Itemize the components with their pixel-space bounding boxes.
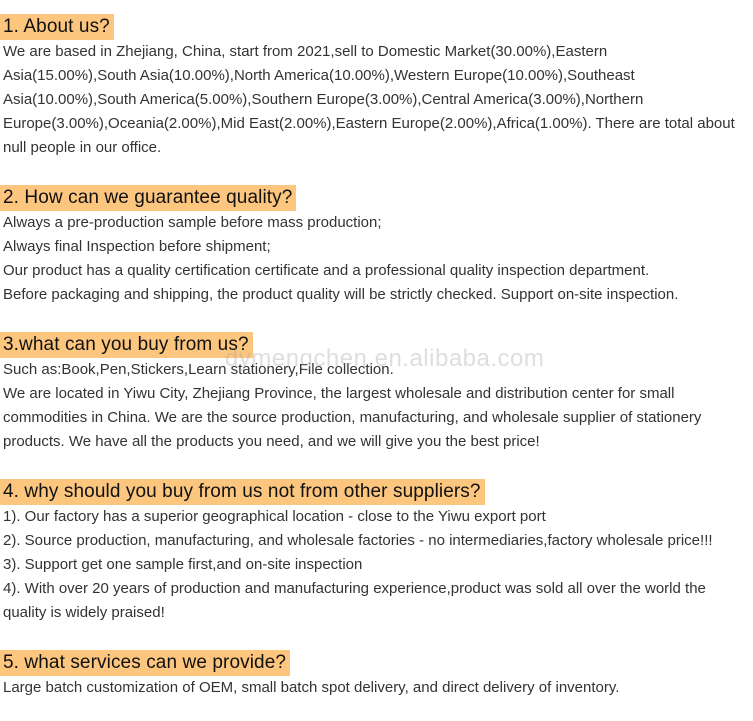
section-body (0, 40, 753, 160)
text-line: Such as:Book,Pen,Stickers,Learn stationery,File collection. (3, 361, 394, 378)
text-line: 1). Our factory has a superior geographical location - close to the Yiwu export port (3, 508, 546, 525)
section-about-us (0, 14, 753, 160)
text-line: null people in our office. (3, 139, 162, 156)
section-heading: 5. what services can we provide? (0, 650, 290, 676)
text-line: Europe(3.00%),Oceania(2.00%),Mid East(2.00%),Eastern Europe(2.00%),Africa(1.00%). There are total about (3, 115, 735, 132)
text-line: commodities in China. We are the source production, manufacturing, and wholesale supplier of stationery (3, 409, 702, 426)
section-what-to-buy (0, 332, 753, 454)
text-line: Before packaging and shipping, the product quality will be strictly checked. Support on-site inspection. (3, 286, 679, 303)
section-body (0, 505, 753, 625)
section-body (0, 211, 753, 307)
watermark: dymengchen.en.alibaba.com (225, 345, 545, 372)
section-body (0, 358, 753, 454)
text-line: Always a pre-production sample before mass production; (3, 214, 382, 231)
section-heading: 3.what can you buy from us? (0, 332, 253, 358)
section-why-buy-from-us (0, 479, 753, 625)
text-line: 2). Source production, manufacturing, and wholesale factories - no intermediaries,factory wholesale price!!! (3, 532, 713, 549)
text-line: Always final Inspection before shipment; (3, 238, 271, 255)
text-line: We are based in Zhejiang, China, start from 2021,sell to Domestic Market(30.00%),Eastern (3, 43, 608, 60)
text-line: 4). With over 20 years of production and manufacturing experience,product was sold all over the world the (3, 580, 706, 597)
text-line: products. We have all the products you need, and we will give you the best price! (3, 433, 540, 450)
section-heading: 2. How can we guarantee quality? (0, 185, 296, 211)
section-heading: 4. why should you buy from us not from other suppliers? (0, 479, 485, 505)
text-line: We are located in Yiwu City, Zhejiang Province, the largest wholesale and distribution center for small (3, 385, 675, 402)
section-heading: 1. About us? (0, 14, 114, 40)
text-line: Large batch customization of OEM, small batch spot delivery, and direct delivery of inventory. (3, 679, 620, 696)
text-line: Our product has a quality certification certificate and a professional quality inspection department. (3, 262, 650, 279)
text-line: Asia(10.00%),South America(5.00%),Southern Europe(3.00%),Central America(3.00%),Northern (3, 91, 644, 108)
text-line: Asia(15.00%),South Asia(10.00%),North America(10.00%),Western Europe(10.00%),Southeast (3, 67, 635, 84)
text-line: quality is widely praised! (3, 604, 165, 621)
section-services (0, 650, 753, 700)
section-body (0, 676, 753, 700)
text-line: 3). Support get one sample first,and on-site inspection (3, 556, 363, 573)
section-quality-guarantee (0, 185, 753, 307)
